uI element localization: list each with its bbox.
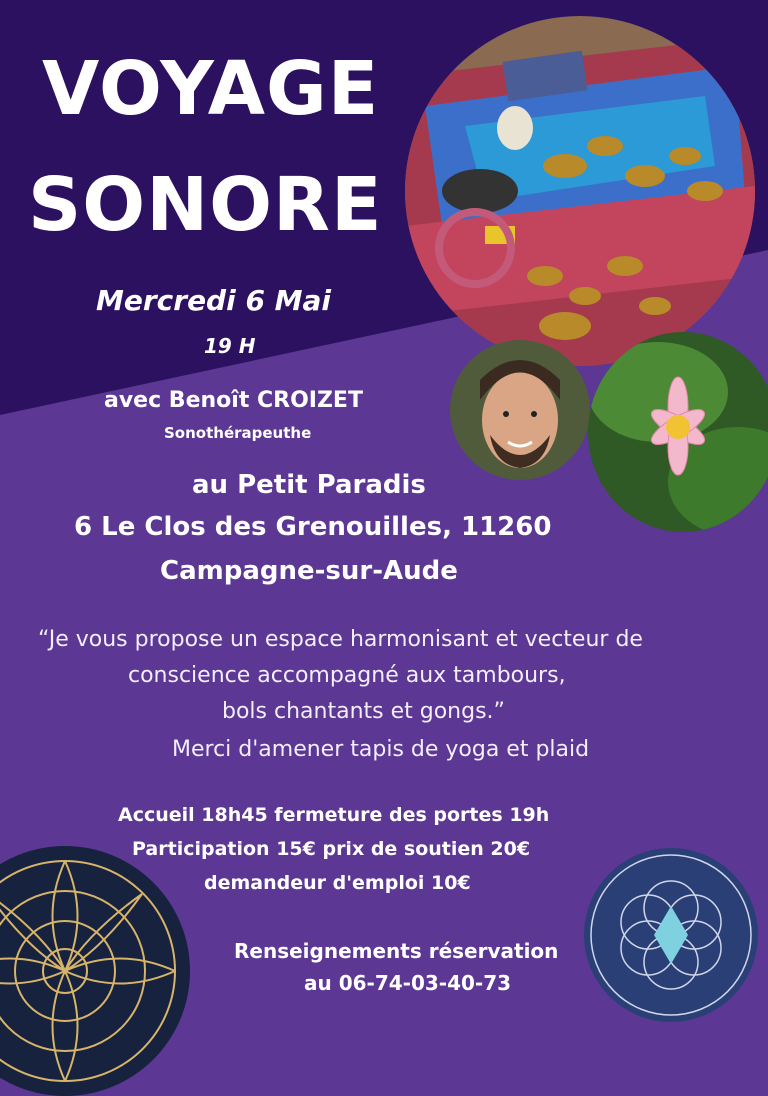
- event-time: 19 H: [204, 334, 256, 358]
- info-line-3: demandeur d'emploi 10€: [204, 872, 471, 894]
- portrait-photo: [450, 340, 590, 480]
- info-line-1: Accueil 18h45 fermeture des portes 19h: [118, 804, 550, 826]
- flower-of-life-mandala: [584, 848, 758, 1022]
- quote-line-2: conscience accompagné aux tambours,: [128, 663, 566, 688]
- venue-address: 6 Le Clos des Grenouilles, 11260: [74, 512, 552, 542]
- lotus-flower-photo: [588, 332, 768, 532]
- host-role: Sonothérapeuthe: [164, 424, 312, 442]
- host-name: avec Benoît CROIZET: [104, 388, 363, 413]
- quote-line-4: Merci d'amener tapis de yoga et plaid: [172, 737, 590, 762]
- quote-line-3: bols chantants et gongs.”: [222, 699, 505, 724]
- info-line-2: Participation 15€ prix de soutien 20€: [132, 838, 531, 860]
- title-line-2: SONORE: [28, 162, 383, 248]
- event-date: Mercredi 6 Mai: [96, 284, 332, 317]
- contact-phone: au 06-74-03-40-73: [304, 971, 512, 995]
- venue-town: Campagne-sur-Aude: [160, 556, 458, 586]
- quote-line-1: “Je vous propose un espace harmonisant et vecteur de: [38, 627, 643, 652]
- singing-bowls-photo: [405, 16, 755, 366]
- venue-name: au Petit Paradis: [192, 470, 426, 500]
- contact-line-1: Renseignements réservation: [234, 939, 559, 963]
- title-line-1: VOYAGE: [42, 46, 380, 132]
